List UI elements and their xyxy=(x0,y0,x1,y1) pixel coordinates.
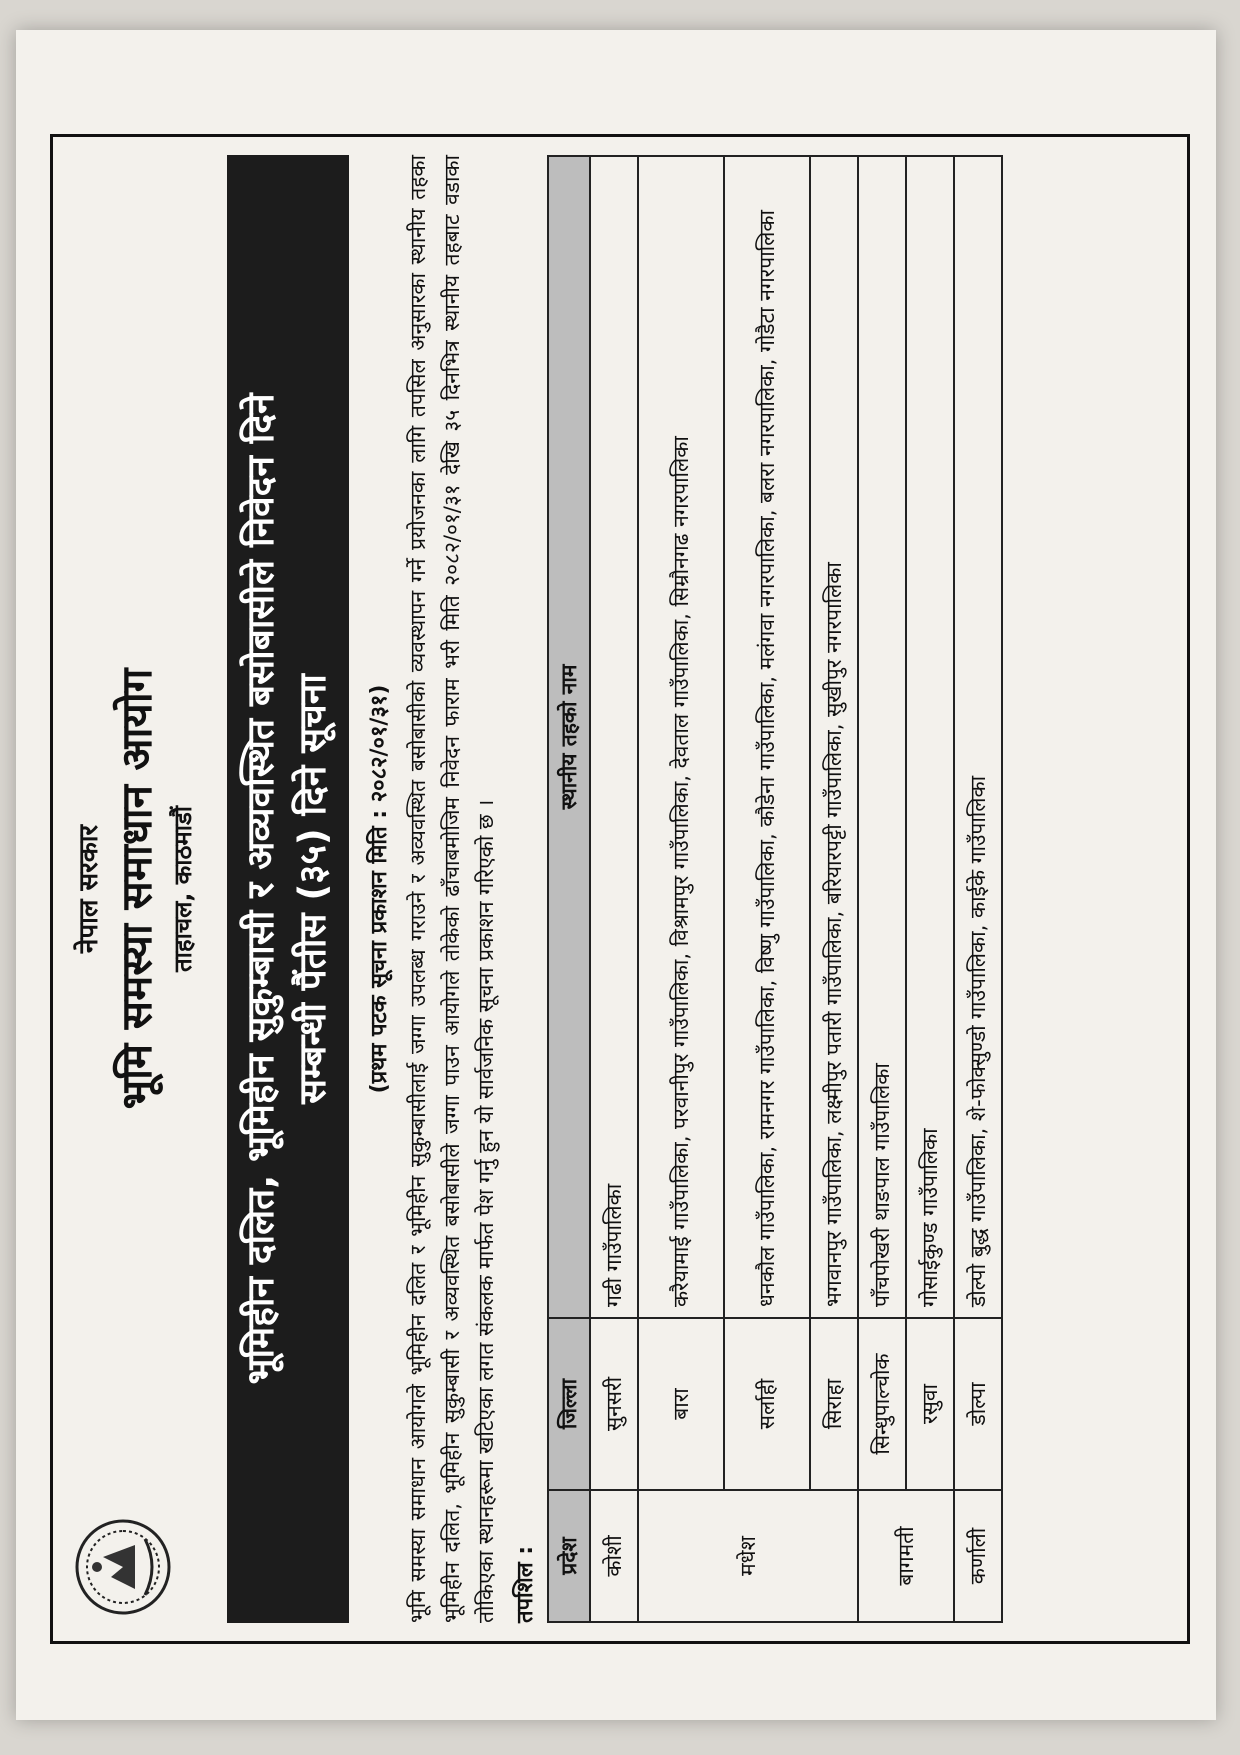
district-cell: रसुवा xyxy=(906,1318,954,1490)
local-level-cell: धनकौल गाउँपालिका, रामनगर गाउँपालिका, विष्णु गाउँपालिका, कौडेना गाउँपालिका, मलंगवा नगरपालिका, बलरा नगरपालिका, गोडैटा नगरपालिका xyxy=(724,156,810,1318)
government-name: नेपाल सरकार xyxy=(74,824,104,954)
province-cell: कोशी xyxy=(590,1490,638,1622)
header-province: प्रदेश xyxy=(548,1490,590,1622)
local-level-cell: करैयामाई गाउँपालिका, परवानीपुर गाउँपालिका, विश्रामपुर गाउँपालिका, देवताल गाउँपालिका, सिम्रौनगढ नगरपालिका xyxy=(638,156,724,1318)
province-cell: कर्णाली xyxy=(954,1490,1002,1622)
list-label: तपशिल : xyxy=(513,1545,538,1623)
table-row xyxy=(638,156,724,1622)
title-line-1: भूमिहीन दलित, भूमिहीन सुकुम्बासी र अव्यवस्थित बसोबासीले निवेदन दिने xyxy=(239,393,282,1385)
title-line-2: सम्बन्धी पैंतीस (३५) दिने सूचना xyxy=(291,674,334,1104)
table-row xyxy=(724,156,810,1622)
nepal-emblem-icon xyxy=(73,1517,173,1617)
province-cell: मधेश xyxy=(638,1490,858,1622)
notice-title-banner xyxy=(227,155,349,1623)
local-levels-table xyxy=(547,155,1003,1623)
table-row xyxy=(906,156,954,1622)
local-level-cell: गोसाईकुण्ड गाउँपालिका xyxy=(906,156,954,1318)
local-level-cell: पाँचपोखरी थाङपाल गाउँपालिका xyxy=(858,156,906,1318)
district-cell: सिन्धुपाल्चोक xyxy=(858,1318,906,1490)
publication-date: (प्रथम पटक सूचना प्रकाशन मिति : २०८२/०१/३१) xyxy=(367,684,392,1094)
district-cell: सुनसरी xyxy=(590,1318,638,1490)
table-row xyxy=(954,156,1002,1622)
province-cell: बागमती xyxy=(858,1490,954,1622)
district-cell: सर्लाही xyxy=(724,1318,810,1490)
table-row xyxy=(810,156,858,1622)
table-header-row xyxy=(548,156,590,1622)
commission-address: ताहाचल, काठमाडौं xyxy=(169,805,197,973)
local-level-cell: भगवानपुर गाउँपालिका, लक्ष्मीपुर पतारी गाउँपालिका, बरियारपट्टी गाउँपालिका, सुखीपुर नगरपालिका xyxy=(810,156,858,1318)
district-cell: डोल्पा xyxy=(954,1318,1002,1490)
table-row xyxy=(858,156,906,1622)
notice-body: भूमि समस्या समाधान आयोगले भूमिहीन दलित र भूमिहीन सुकुम्बासीलाई जग्गा उपलब्ध गराउने र अव्यवस्थित बसोबासीको व्यवस्थापन गर्ने प्रयोजनका लागि तपसिल अनुसारका स्थानीय तहका भूमिहीन दलित, भूमिहीन सुकुम्बासी र अव्यवस्थित बसोबासीले जग्गा पाउन आयोगले तोकेको ढाँचाबमोजिम निवेदन फाराम भरी मिति २०८२/०१/३१ देखि ३५ दिनभित्र स्थानीय तहबाट वडाका तोकिएका स्थानहरूमा खटिएका लगत संकलक मार्फत पेश गर्नु हुन यो सार्वजनिक सूचना प्रकाशन गरिएको छ । xyxy=(406,155,498,1623)
district-cell: सिराहा xyxy=(810,1318,858,1490)
local-level-cell: डोल्पो बुद्ध गाउँपालिका, शे-फोक्सुण्डो गाउँपालिका, काईके गाउँपालिका xyxy=(954,156,1002,1318)
header-local-level: स्थानीय तहको नाम xyxy=(548,156,590,1318)
public-notice xyxy=(50,134,1190,1644)
notice-header xyxy=(69,155,219,1623)
table-row xyxy=(590,156,638,1622)
local-level-cell: गढी गाउँपालिका xyxy=(590,156,638,1318)
district-cell: बारा xyxy=(638,1318,724,1490)
document-paper xyxy=(16,30,1216,1720)
header-district: जिल्ला xyxy=(548,1318,590,1490)
commission-name: भूमि समस्या समाधान आयोग xyxy=(112,668,161,1110)
